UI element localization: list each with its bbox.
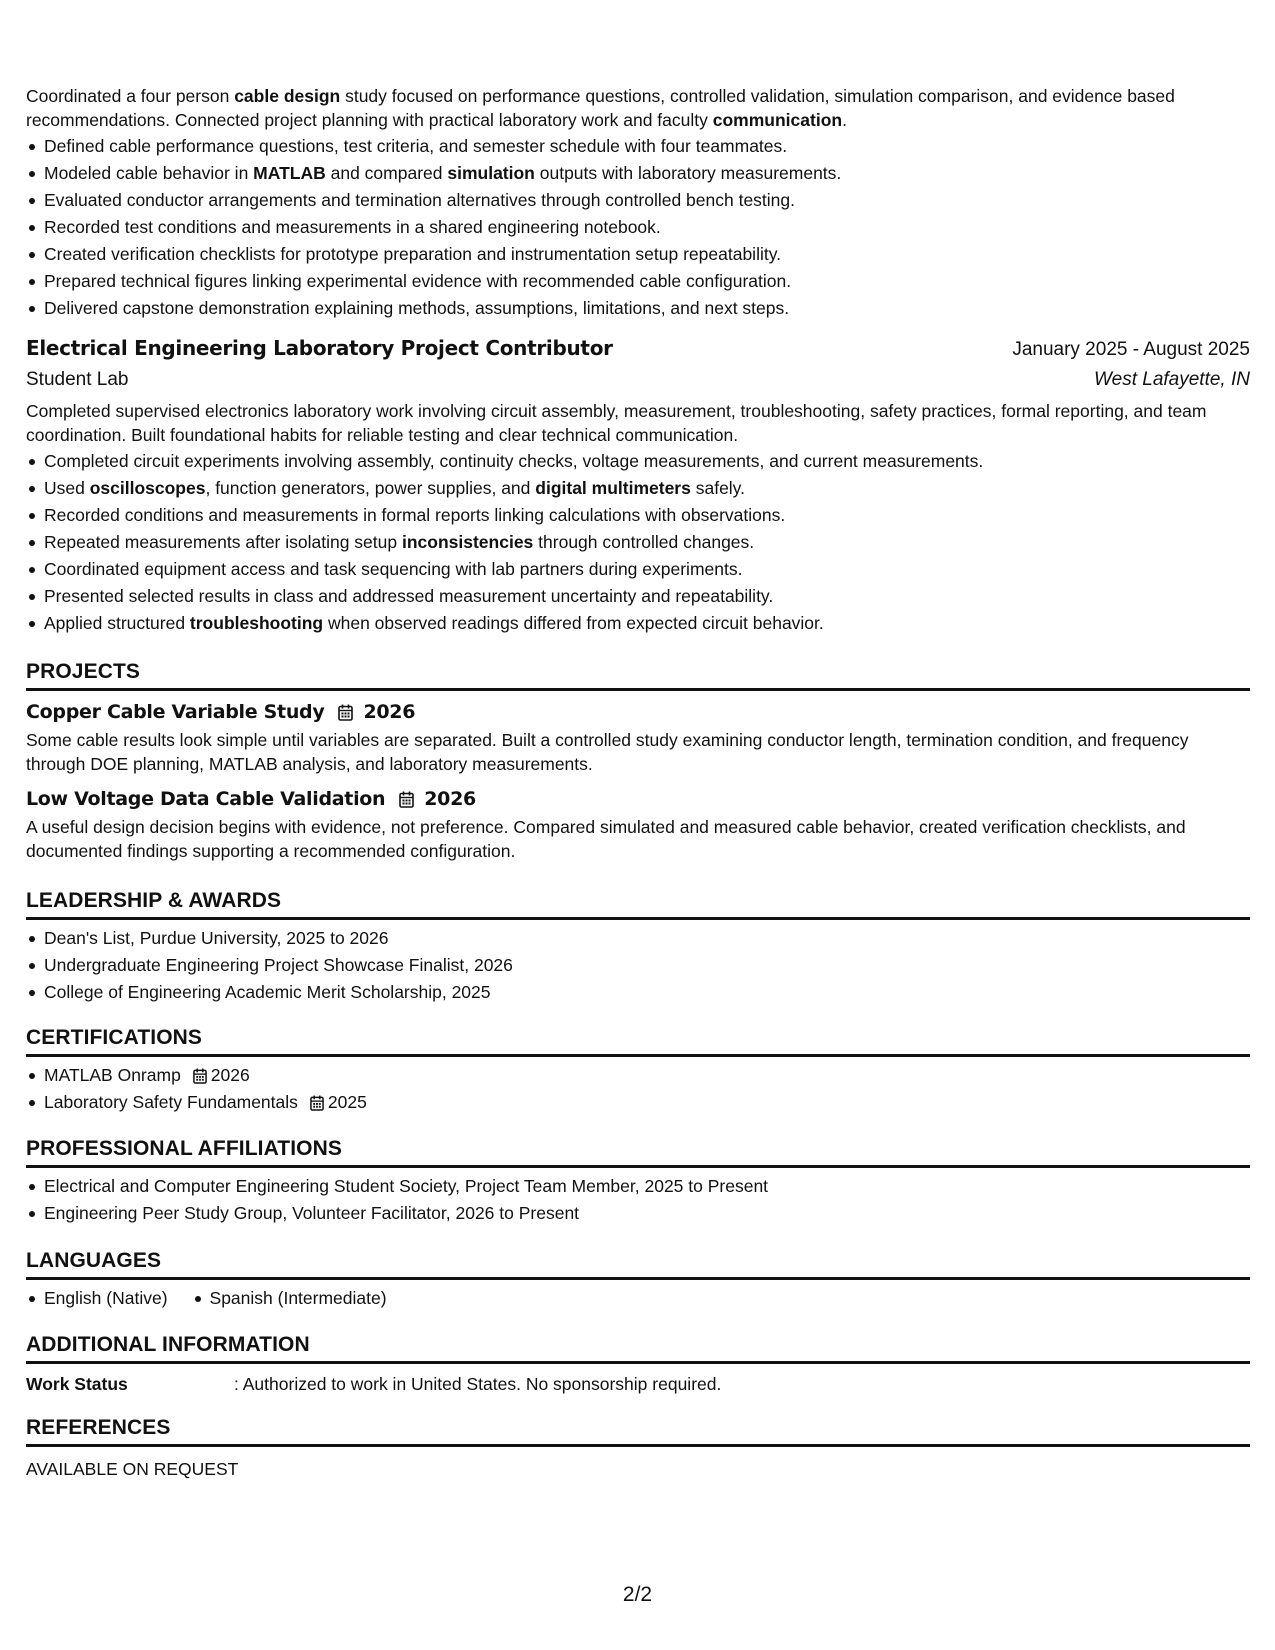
list-item: Applied structured troubleshooting when observed readings differed from expected circuit behavior. (44, 610, 1250, 637)
capstone-experience (26, 84, 1250, 322)
list-item: Created verification checklists for prototype preparation and instrumentation setup repeatability. (44, 241, 1250, 268)
leadership-section (26, 889, 1250, 1006)
job-header (26, 336, 1250, 361)
list-item: Used oscilloscopes, function generators, power supplies, and digital multimeters safely. (44, 475, 1250, 502)
list-item: Recorded test conditions and measurements in a shared engineering notebook. (44, 214, 1250, 241)
job-title: Electrical Engineering Laboratory Project Contributor (26, 336, 613, 360)
list-item: Undergraduate Engineering Project Showcase Finalist, 2026 (44, 952, 1250, 979)
project-name: Copper Cable Variable Study (26, 701, 325, 723)
job-summary: Completed supervised electronics laboratory work involving circuit assembly, measurement, troubleshooting, safety practices, formal reporting, and team coordination. Built foundational habits for reliable testing and clear technical communication. (26, 401, 1207, 445)
list-item: Delivered capstone demonstration explaining methods, assumptions, limitations, and next steps. (44, 295, 1250, 322)
list-item: Recorded conditions and measurements in formal reports linking calculations with observations. (44, 502, 1250, 529)
additional-section (26, 1333, 1250, 1396)
certification-name: MATLAB Onramp (44, 1065, 181, 1085)
project-year: 2026 (363, 701, 416, 723)
job-organization: Student Lab (26, 369, 129, 390)
languages-list (26, 1285, 1250, 1312)
job-bullets (26, 448, 1250, 637)
page-number: 2/2 (622, 1583, 653, 1606)
capstone-bullets (26, 133, 1250, 322)
job-subheader (26, 369, 1250, 391)
list-item: Modeled cable behavior in MATLAB and compared simulation outputs with laboratory measurements. (44, 160, 1250, 187)
certification-year: 2026 (210, 1065, 250, 1085)
affiliations-list (26, 1173, 1250, 1227)
list-item: Evaluated conductor arrangements and termination alternatives through controlled bench testing. (44, 187, 1250, 214)
affiliations-section (26, 1137, 1250, 1227)
list-item: Completed circuit experiments involving assembly, continuity checks, voltage measurements, and current measurements. (44, 448, 1250, 475)
calendar-icon (193, 1068, 207, 1084)
project-description: A useful design decision begins with evidence, not preference. Compared simulated and measured cable behavior, created verification checklists, and documented findings supporting a recommended configuration. (26, 817, 1186, 861)
lab-experience (26, 336, 1250, 637)
list-item (44, 1062, 1250, 1089)
references-text: AVAILABLE ON REQUEST (26, 1459, 239, 1479)
capstone-summary: Coordinated a four person cable design study focused on performance questions, controlled validation, simulation comparison, and evidence based recommendations. Connected project planning with practical laboratory work and faculty communication. (26, 86, 1175, 130)
certification-year: 2025 (327, 1092, 367, 1112)
section-title: CERTIFICATIONS (26, 1026, 1250, 1057)
calendar-icon (310, 1095, 324, 1111)
projects-section (26, 660, 1250, 863)
project-title (26, 701, 1250, 723)
work-status-value: : Authorized to work in United States. No sponsorship required. (234, 1374, 722, 1394)
section-title: ADDITIONAL INFORMATION (26, 1333, 1250, 1364)
list-item: Presented selected results in class and addressed measurement uncertainty and repeatability. (44, 583, 1250, 610)
list-item: Dean's List, Purdue University, 2025 to 2026 (44, 925, 1250, 952)
calendar-icon (399, 791, 414, 808)
certifications-section (26, 1026, 1250, 1116)
work-status-row (26, 1372, 1250, 1396)
section-title: LANGUAGES (26, 1249, 1250, 1280)
list-item: Repeated measurements after isolating setup inconsistencies through controlled changes. (44, 529, 1250, 556)
leadership-list (26, 925, 1250, 1006)
list-item: Coordinated equipment access and task sequencing with lab partners during experiments. (44, 556, 1250, 583)
job-location: West Lafayette, IN (1094, 369, 1250, 390)
list-item: Defined cable performance questions, test criteria, and semester schedule with four teammates. (44, 133, 1250, 160)
certifications-list (26, 1062, 1250, 1116)
project-description: Some cable results look simple until variables are separated. Built a controlled study examining conductor length, termination condition, and frequency through DOE planning, MATLAB analysis, and laboratory measurements. (26, 730, 1189, 774)
list-item: Spanish (Intermediate) (210, 1285, 387, 1312)
section-title: LEADERSHIP & AWARDS (26, 889, 1250, 920)
list-item: College of Engineering Academic Merit Scholarship, 2025 (44, 979, 1250, 1006)
languages-section (26, 1249, 1250, 1312)
list-item: English (Native) (44, 1285, 168, 1312)
project-year: 2026 (424, 788, 476, 810)
list-item: Electrical and Computer Engineering Student Society, Project Team Member, 2025 to Present (44, 1173, 1250, 1200)
project-title (26, 788, 1250, 810)
work-status-label: Work Status (26, 1374, 128, 1394)
section-title: PROJECTS (26, 660, 1250, 691)
project-name: Low Voltage Data Cable Validation (26, 788, 386, 810)
project-item (26, 788, 1250, 863)
list-item (44, 1089, 1250, 1116)
section-title: PROFESSIONAL AFFILIATIONS (26, 1137, 1250, 1168)
section-title: REFERENCES (26, 1416, 1250, 1447)
list-item: Prepared technical figures linking experimental evidence with recommended cable configuration. (44, 268, 1250, 295)
calendar-icon (338, 704, 353, 721)
job-dates: January 2025 - August 2025 (1012, 339, 1250, 360)
certification-name: Laboratory Safety Fundamentals (44, 1092, 298, 1112)
list-item: Engineering Peer Study Group, Volunteer Facilitator, 2026 to Present (44, 1200, 1250, 1227)
references-section (26, 1416, 1250, 1481)
project-item (26, 701, 1250, 776)
